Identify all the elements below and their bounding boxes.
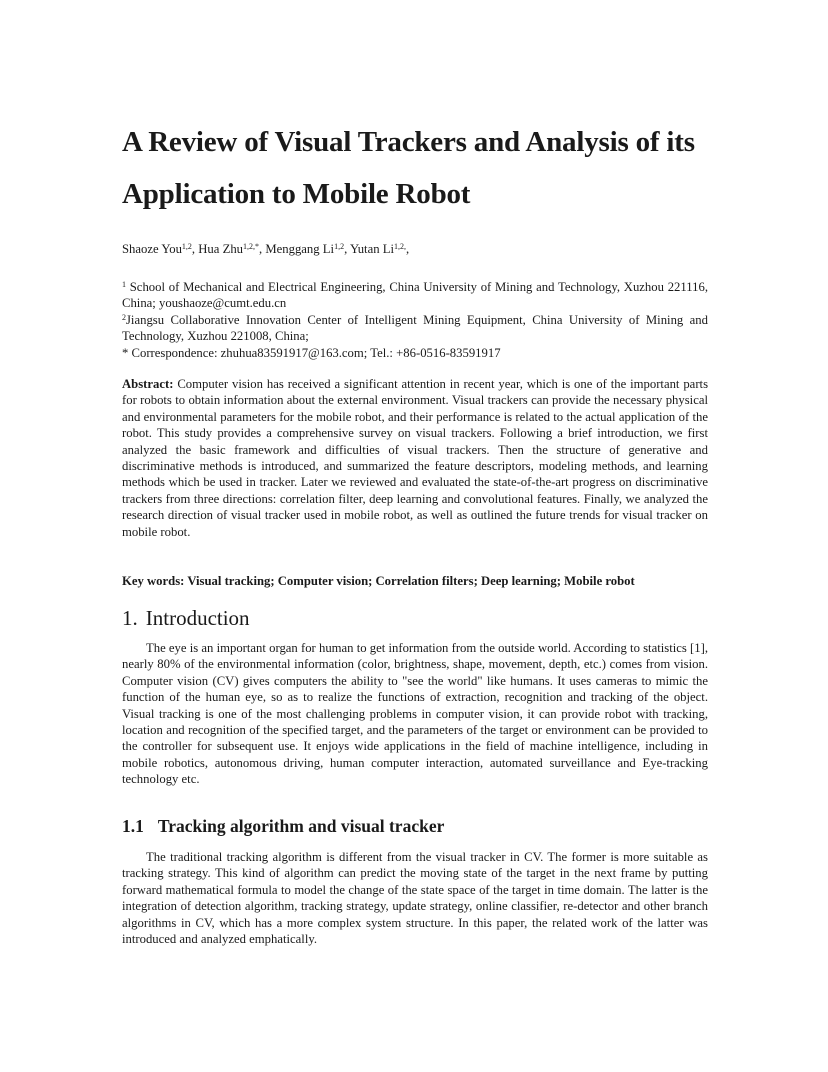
author: Yutan $Li^{1,2,}$, (349, 242, 410, 256)
section-number: 1. (122, 606, 138, 630)
title-line-1: A Review of Visual Trackers and Analysis of its (122, 126, 695, 158)
section-title: Introduction (145, 606, 250, 630)
author: Shaoze You$^{1,2}$, (122, 242, 199, 256)
introduction-paragraph: The eye is an important organ for human to get information from the outside world. According to statistics [1], nearly 80% of the environmental information (color, brightness, shape, movement, depth, etc.) comes from vision. Computer vision (CV) gives computers the ability to "see the world" like humans. It uses cameras to mimic the function of the human eye, so as to realize the functions of extraction, recognition and tracking of the object. Visual tracking is one of the most challenging problems in computer vision, it can provide robot with tracking, location and recognition of the specified target, and the parameters of the target or environment can be provided to the controller for subsequent use. It enjoys wide applications in the field of machine intelligence, including in mobile robotics, autonomous driving, human computer interaction, automated surveillance and Eye-tracking technology etc. (122, 641, 708, 787)
title-line-2: Application to Mobile Robot (122, 178, 471, 210)
abstract-label: Abstract: (122, 377, 174, 391)
author: Hua Zhu$^{1,2,*}$, (198, 242, 266, 256)
correspondence: * Correspondence: zhuhua83591917@163.com; Tel.: +86-0516-83591917 (122, 345, 501, 360)
affiliation-1: $^1$ School of Mechanical and Electrical Engineering, China University of Mining and Technology, Xuzhou 221116, China; youshaoze@cumt.edu.cn (122, 280, 708, 311)
section-heading-introduction (122, 604, 708, 632)
keywords: Key words: Visual tracking; Computer vision; Correlation filters; Deep learning; Mobile robot (122, 574, 635, 588)
abstract (122, 376, 708, 540)
paper-title (122, 116, 708, 220)
subsection-heading (122, 814, 708, 838)
abstract-text: Computer vision has received a significant attention in recent year, which is one of the important parts for robots to obtain information about the external environment. Visual trackers can provide the necessary physical and environmental parameters for the mobile robot, and their performance is related to the actual application of the robot. This study provides a comprehensive survey on visual trackers. Following a brief introduction, we first analyzed the basic framework and difficulties of visual trackers. Then the structure of generative and discriminative methods is introduced, and summarized the feature descriptors, modeling methods, and learning methods which be used in tracker. Later we reviewed and evaluated the state-of-the-art progress on discriminative trackers from three directions: correlation filter, deep learning and convolutional features. Finally, we analyzed the research direction of visual tracker used in mobile robot, as well as outlined the future trends for visual tracker on mobile robot. (122, 377, 709, 539)
author: Menggang Li$^{1,2}$, (265, 242, 350, 256)
author-list (122, 241, 708, 257)
subsection-paragraph: The traditional tracking algorithm is different from the visual tracker in CV. The former is more suitable as tracking strategy. This kind of algorithm can predict the moving state of the target in the next frame by putting forward mathematical formula to model the change of the state space of the target in time domain. The latter is the integration of detection algorithm, tracking strategy, update strategy, online classifier, re-detector and other branch algorithms in CV, which has a more complex system structure. In this paper, the related work of the latter was introduced and analyzed emphatically. (122, 850, 708, 947)
affiliation-2: $^2$Jiangsu Collaborative Innovation Center of Intelligent Mining Equipment, China University of Mining and Technology, Xuzhou 221008, China; (122, 312, 708, 344)
affiliations (122, 279, 708, 361)
subsection-number: 1.1 (122, 816, 144, 836)
subsection-title: Tracking algorithm and visual tracker (157, 816, 445, 836)
